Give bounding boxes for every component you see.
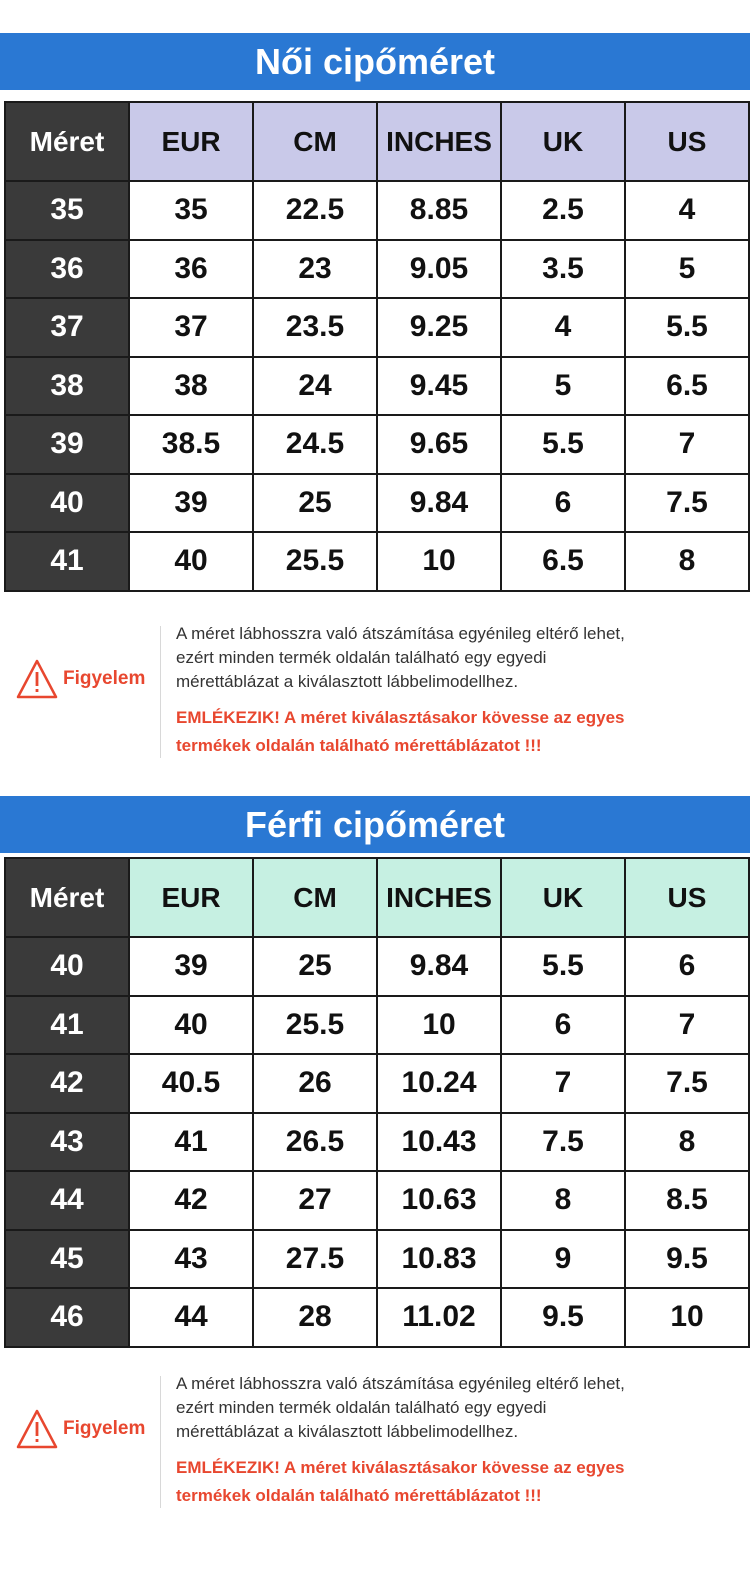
size-cell: 40: [5, 474, 129, 533]
cm-cell: 23.5: [253, 298, 377, 357]
us-cell: 7: [625, 996, 749, 1055]
us-cell: 8: [625, 1113, 749, 1172]
header-eur: EUR: [129, 102, 253, 181]
uk-cell: 6: [501, 996, 625, 1055]
inches-cell: 8.85: [377, 181, 501, 240]
us-cell: 9.5: [625, 1230, 749, 1289]
us-cell: 6.5: [625, 357, 749, 416]
inches-cell: 10.83: [377, 1230, 501, 1289]
size-cell: 45: [5, 1230, 129, 1289]
uk-cell: 2.5: [501, 181, 625, 240]
header-size: Méret: [5, 858, 129, 937]
inches-cell: 10.63: [377, 1171, 501, 1230]
cm-cell: 24: [253, 357, 377, 416]
size-cell: 44: [5, 1171, 129, 1230]
eur-cell: 40: [129, 532, 253, 591]
warning-triangle-icon: [15, 658, 59, 700]
inches-cell: 9.45: [377, 357, 501, 416]
eur-cell: 39: [129, 937, 253, 996]
warning-triangle-icon: [15, 1408, 59, 1450]
uk-cell: 5.5: [501, 415, 625, 474]
notice-warning-text: [176, 1454, 741, 1510]
table-row: [5, 1171, 749, 1230]
header-size: Méret: [5, 102, 129, 181]
table-row: [5, 1288, 749, 1347]
table-header-row: [5, 858, 749, 937]
warning-label: Figyelem: [63, 668, 146, 689]
header-uk: UK: [501, 102, 625, 181]
eur-cell: 38: [129, 357, 253, 416]
cm-cell: 25.5: [253, 996, 377, 1055]
size-cell: 41: [5, 996, 129, 1055]
table-row: [5, 996, 749, 1055]
notice-divider: [160, 626, 161, 758]
uk-cell: 5.5: [501, 937, 625, 996]
inches-cell: 10.24: [377, 1054, 501, 1113]
notice-text: [176, 1372, 741, 1444]
us-cell: 4: [625, 181, 749, 240]
size-cell: 38: [5, 357, 129, 416]
inches-cell: 11.02: [377, 1288, 501, 1347]
table-row: [5, 1054, 749, 1113]
table-row: [5, 1230, 749, 1289]
inches-cell: 9.84: [377, 474, 501, 533]
uk-cell: 5: [501, 357, 625, 416]
us-cell: 7.5: [625, 474, 749, 533]
notice-warning-line: EMLÉKEZIK! A méret kiválasztásakor kövesse az egyes: [176, 1458, 625, 1477]
notice-warning-line: EMLÉKEZIK! A méret kiválasztásakor kövesse az egyes: [176, 708, 625, 727]
us-cell: 5.5: [625, 298, 749, 357]
header-inches: INCHES: [377, 102, 501, 181]
table-row: [5, 298, 749, 357]
warning-label: Figyelem: [63, 1418, 146, 1439]
eur-cell: 38.5: [129, 415, 253, 474]
men-size-table: [4, 857, 750, 1348]
eur-cell: 42: [129, 1171, 253, 1230]
size-cell: 41: [5, 532, 129, 591]
uk-cell: 3.5: [501, 240, 625, 299]
us-cell: 6: [625, 937, 749, 996]
size-cell: 42: [5, 1054, 129, 1113]
inches-cell: 9.05: [377, 240, 501, 299]
cm-cell: 25: [253, 474, 377, 533]
notice-line: mérettáblázat a kiválasztott lábbelimodellhez.: [176, 1422, 519, 1441]
uk-cell: 9: [501, 1230, 625, 1289]
notice-divider: [160, 1376, 161, 1508]
notice-text: [176, 622, 741, 694]
uk-cell: 6.5: [501, 532, 625, 591]
warning-badge: [15, 1408, 165, 1452]
inches-cell: 10: [377, 532, 501, 591]
women-size-title: Női cipőméret: [0, 33, 750, 90]
us-cell: 8: [625, 532, 749, 591]
header-us: US: [625, 102, 749, 181]
men-size-title: Férfi cipőméret: [0, 796, 750, 853]
eur-cell: 40.5: [129, 1054, 253, 1113]
table-row: [5, 1113, 749, 1172]
cm-cell: 26.5: [253, 1113, 377, 1172]
inches-cell: 9.65: [377, 415, 501, 474]
inches-cell: 9.25: [377, 298, 501, 357]
notice-warning-text: [176, 704, 741, 760]
uk-cell: 6: [501, 474, 625, 533]
eur-cell: 39: [129, 474, 253, 533]
eur-cell: 40: [129, 996, 253, 1055]
cm-cell: 25.5: [253, 532, 377, 591]
us-cell: 8.5: [625, 1171, 749, 1230]
uk-cell: 7: [501, 1054, 625, 1113]
size-cell: 40: [5, 937, 129, 996]
size-cell: 36: [5, 240, 129, 299]
inches-cell: 9.84: [377, 937, 501, 996]
table-row: [5, 240, 749, 299]
uk-cell: 7.5: [501, 1113, 625, 1172]
us-cell: 10: [625, 1288, 749, 1347]
size-cell: 39: [5, 415, 129, 474]
inches-cell: 10: [377, 996, 501, 1055]
us-cell: 5: [625, 240, 749, 299]
header-inches: INCHES: [377, 858, 501, 937]
size-cell: 43: [5, 1113, 129, 1172]
notice-warning-line: termékek oldalán található mérettáblázatot !!!: [176, 736, 542, 755]
cm-cell: 27: [253, 1171, 377, 1230]
table-header-row: [5, 102, 749, 181]
notice-line: ezért minden termék oldalán található egy egyedi: [176, 648, 547, 667]
size-cell: 35: [5, 181, 129, 240]
header-us: US: [625, 858, 749, 937]
cm-cell: 27.5: [253, 1230, 377, 1289]
uk-cell: 8: [501, 1171, 625, 1230]
table-row: [5, 532, 749, 591]
notice-line: A méret lábhosszra való átszámítása egyénileg eltérő lehet,: [176, 624, 625, 643]
eur-cell: 43: [129, 1230, 253, 1289]
size-cell: 46: [5, 1288, 129, 1347]
table-row: [5, 937, 749, 996]
header-uk: UK: [501, 858, 625, 937]
women-size-table: [4, 101, 750, 592]
notice-warning-line: termékek oldalán található mérettáblázatot !!!: [176, 1486, 542, 1505]
header-cm: CM: [253, 102, 377, 181]
table-row: [5, 181, 749, 240]
table-row: [5, 474, 749, 533]
eur-cell: 35: [129, 181, 253, 240]
notice-line: mérettáblázat a kiválasztott lábbelimodellhez.: [176, 672, 519, 691]
cm-cell: 24.5: [253, 415, 377, 474]
warning-badge: [15, 658, 165, 702]
eur-cell: 36: [129, 240, 253, 299]
cm-cell: 23: [253, 240, 377, 299]
us-cell: 7.5: [625, 1054, 749, 1113]
us-cell: 7: [625, 415, 749, 474]
eur-cell: 41: [129, 1113, 253, 1172]
cm-cell: 25: [253, 937, 377, 996]
cm-cell: 22.5: [253, 181, 377, 240]
uk-cell: 4: [501, 298, 625, 357]
notice-line: ezért minden termék oldalán található egy egyedi: [176, 1398, 547, 1417]
women-size-notice: [0, 620, 750, 770]
header-eur: EUR: [129, 858, 253, 937]
size-cell: 37: [5, 298, 129, 357]
inches-cell: 10.43: [377, 1113, 501, 1172]
uk-cell: 9.5: [501, 1288, 625, 1347]
cm-cell: 26: [253, 1054, 377, 1113]
table-row: [5, 357, 749, 416]
eur-cell: 37: [129, 298, 253, 357]
eur-cell: 44: [129, 1288, 253, 1347]
table-row: [5, 415, 749, 474]
men-size-notice: [0, 1370, 750, 1520]
notice-line: A méret lábhosszra való átszámítása egyénileg eltérő lehet,: [176, 1374, 625, 1393]
cm-cell: 28: [253, 1288, 377, 1347]
header-cm: CM: [253, 858, 377, 937]
